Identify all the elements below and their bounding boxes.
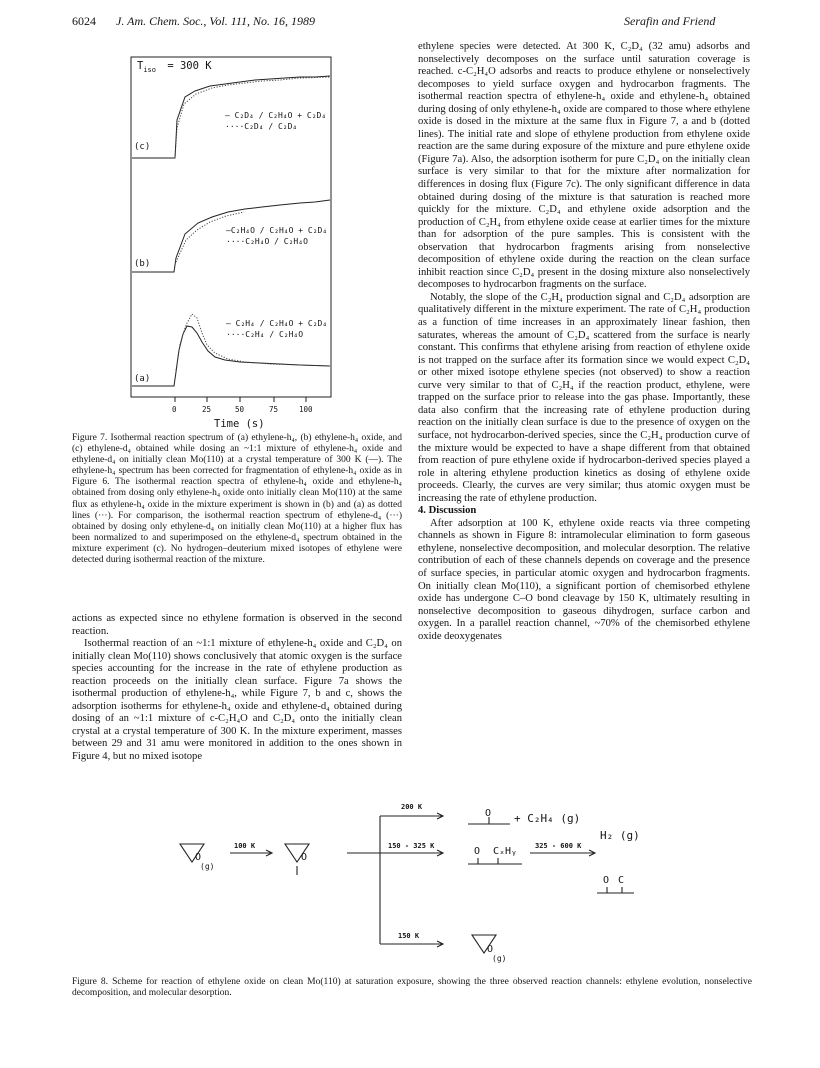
author-running-head: Serafin and Friend — [624, 14, 716, 28]
page-number: 6024 — [72, 14, 96, 28]
label-150-325k: 150 - 325 K — [388, 842, 435, 850]
panel-b-label: (b) — [134, 259, 151, 269]
panel-a-label: (a) — [134, 374, 151, 384]
panel-a-legend-dotted: ····C₂H₄ / C₂H₄O — [226, 330, 304, 339]
x-tick-label-0: 0 — [172, 405, 177, 414]
temperature-label: $T_{iso} = 300$ K — [137, 60, 212, 75]
figure-8-caption: Figure 8. Scheme for reaction of ethylene oxide on clean Mo(110) at saturation exposure, showing the three observed reaction channels: ethylene evolution, nonselective decomposition, and molecular desorption. — [72, 977, 752, 999]
gas-label-reactant: (g) — [200, 862, 215, 871]
oxygen-label-desorbed: O — [487, 944, 494, 955]
oxygen-label-residual: O — [603, 875, 610, 886]
oxygen-label-fragment: O — [474, 846, 481, 857]
oxygen-label-gas: O — [195, 852, 202, 863]
hydrogen-gas-label: H₂ (g) — [600, 829, 640, 842]
paragraph: Isothermal reaction of an ~1:1 mixture of ethylene-h₄ oxide and C₂D₄ on initially clean Mo(110) shows conclusively that atomic oxygen is the surface species accounting for the increase in the rate of ethylene production as reaction proceeds on the initially clean surface. Figure 7a shows the isothermal production of ethylene-h₄, while Figure 7, b and c, shows the adsorption isotherms for ethylene-h₄ oxide and ethylene-d₄ obtained during dosing of an ~1:1 mixture of c-C₂H₄O and C₂D₄ onto the initially clean crystal at a crystal temperature of 300 K. In the mixture experiment, masses between 29 and 31 amu were monitored in addition to the ones shown in Figure 4, but no mixed isotope — [72, 638, 402, 763]
x-tick-label-75: 75 — [269, 405, 279, 414]
figure-7-caption: Figure 7. Isothermal reaction spectrum of (a) ethylene-h₄, (b) ethylene-h₄ oxide, and (c) ethylene-d₄ obtained while dosing an ~1:1 mixture of ethylene-h₄ oxide and ethylene-d₄ on initially clean Mo(110) at a crystal temperature of 300 K (—). The ethylene-h₄ spectrum has been corrected for fragmentation of ethylene-h₄ oxide as in Figure 6. The isothermal reaction spectra of ethylene-h₄ oxide and ethylene-h₄ obtained from dosing only ethylene-h₄ oxide onto initially clean Mo(110) at the same flux as ethylene-h₄ oxide in the mixture experiment is shown in (b) and (a) as dotted lines (···). For comparison, the isothermal reaction spectrum of ethylene-d₄ (···) obtained by dosing only ethylene-d₄ on initially clean Mo(110) at a higher flux has been normalized to and superimposed on the ethylene-d₄ spectrum obtained in the mixture experiment (c). No hydrogen–deuterium mixed isotopes of ethylene were detected during isothermal reaction of the mixture. — [72, 433, 402, 566]
journal-citation: J. Am. Chem. Soc., Vol. 111, No. 16, 1989 — [116, 14, 315, 28]
oxygen-label-adsorbed: O — [301, 852, 308, 863]
x-axis-label: Time (s) — [214, 418, 265, 430]
label-100k: 100 K — [234, 842, 256, 850]
panel-b-legend-solid: —C₂H₄O / C₂H₄O + C₂D₄ — [226, 226, 328, 235]
gas-label-desorbed: (g) — [492, 954, 507, 963]
panel-a-legend-solid: — C₂H₄ / C₂H₄O + C₂D₄ — [226, 319, 328, 328]
label-325-600k: 325 - 600 K — [535, 842, 582, 850]
section-heading: 4. Discussion — [418, 505, 477, 517]
oxygen-label-surface: O — [485, 808, 492, 819]
paragraph: actions as expected since no ethylene formation is observed in the second reaction. — [72, 613, 402, 637]
carbon-label-residual: C — [618, 875, 625, 886]
paragraph: Notably, the slope of the C₂H₄ production signal and C₂D₄ adsorption are qualitatively different in the mixture experiment. The rate of C₂H₄ production as a function of time increases in an approximately linear fashion, then saturates, whereas the amount of C₂D₄ scattered from the surface is nearly constant. This confirms that ethylene arising from reaction of ethylene oxide is not trapped on the surface after its formation since we would expect C₂D₄ or other mixed isotope ethylene species (not observed) to show a reaction curve very similar to that of C₂H₄ if the reaction product, ethylene, were trapped on the surface prior to release into the gas phase. Importantly, these data also confirm that the increasing rate of ethylene production during reaction on the initially clean surface is due to the presence of oxygen on the surface, not hydrocarbon-derived species, since the C₂H₄ production curve of the mixture would be expected to have a shape different from that obtained from reaction of pure ethylene oxide if hydrocarbon-derived species played a role in altering ethylene production kinetics as dosing of ethylene oxide proceeds. Clearly, the curves are very similar; thus atomic oxygen must be increasing the rate of ethylene production. — [418, 291, 750, 504]
panel-c-legend-dotted: ····C₂D₄ / C₂D₄ — [225, 122, 298, 131]
panel-c-legend-solid: — C₂D₄ / C₂H₄O + C₂D₄ — [225, 111, 327, 120]
x-tick-label-100: 100 — [299, 405, 313, 414]
label-200k: 200 K — [401, 803, 423, 811]
ethylene-product-label: + C₂H₄ (g) — [514, 812, 581, 825]
panel-c-label: (c) — [134, 142, 151, 152]
x-tick-label-25: 25 — [202, 405, 212, 414]
x-tick-label-50: 50 — [235, 405, 245, 414]
label-150k: 150 K — [398, 932, 420, 940]
hydrocarbon-fragment-label: CₓHᵧ — [493, 846, 518, 857]
panel-b-legend-dotted: ····C₂H₄O / C₂H₄O — [226, 237, 308, 246]
paragraph: After adsorption at 100 K, ethylene oxide reacts via three competing channels as shown in Figure 8: intramolecular elimination to form gaseous ethylene, nonselective decomposition, and molecular desorption. The relative contribution of each of these channels depends on coverage and the presence of surface species, in particular atomic oxygen and hydrocarbon fragments. On initially clean Mo(110), a significant portion of chemisorbed ethylene oxide has undergone C–O bond cleavage by 150 K, ultimately resulting in nonselective decomposition to gaseous dihydrogen, surface carbon and oxygen. In a parallel reaction channel, ~70% of the chemisorbed ethylene oxide deoxygenates — [418, 517, 750, 642]
paragraph: ethylene species were detected. At 300 K, C₂D₄ (32 amu) adsorbs and nonselectively decomposes on the surface until saturation coverage is reached. c-C₂H₄O adsorbs and reacts to produce ethylene or nonselectively decomposes to yield surface oxygen and hydrocarbon fragments. The isothermal reaction spectra of ethylene-h₄ oxide and ethylene-h₄ obtained during dosing of only ethylene-h₄ oxide are compared to those where ethylene oxide is dosed in the mixture at the same flux in Figure 7, a and b (dotted lines). The initial rate and slope of ethylene production from ethylene oxide reaction are the same during exposure of the mixture and pure ethylene oxide (Figure 7a). Also, the adsorption isotherm for pure C₂D₄ on the initially clean surface is very similar to that for the mixture after normalization for differences in dosing flux (Figure 7c). The only significant difference in data obtained during dosing of the mixture is that saturation is reached more quickly for the mixture. C₂D₄ and ethylene oxide adsorption and the production of C₂H₄ from ethylene oxide cease at earlier times for the mixture than for adsorption of the pure samples. This is consistent with the observation that hydrocarbon fragments arising from nonselective decomposition of ethylene oxide during the reaction on the clean surface inhibit reaction since C₂D₄ present in the dosing mixture also nonselectively decomposes to hydrocarbon fragments on the surface. — [418, 41, 750, 291]
